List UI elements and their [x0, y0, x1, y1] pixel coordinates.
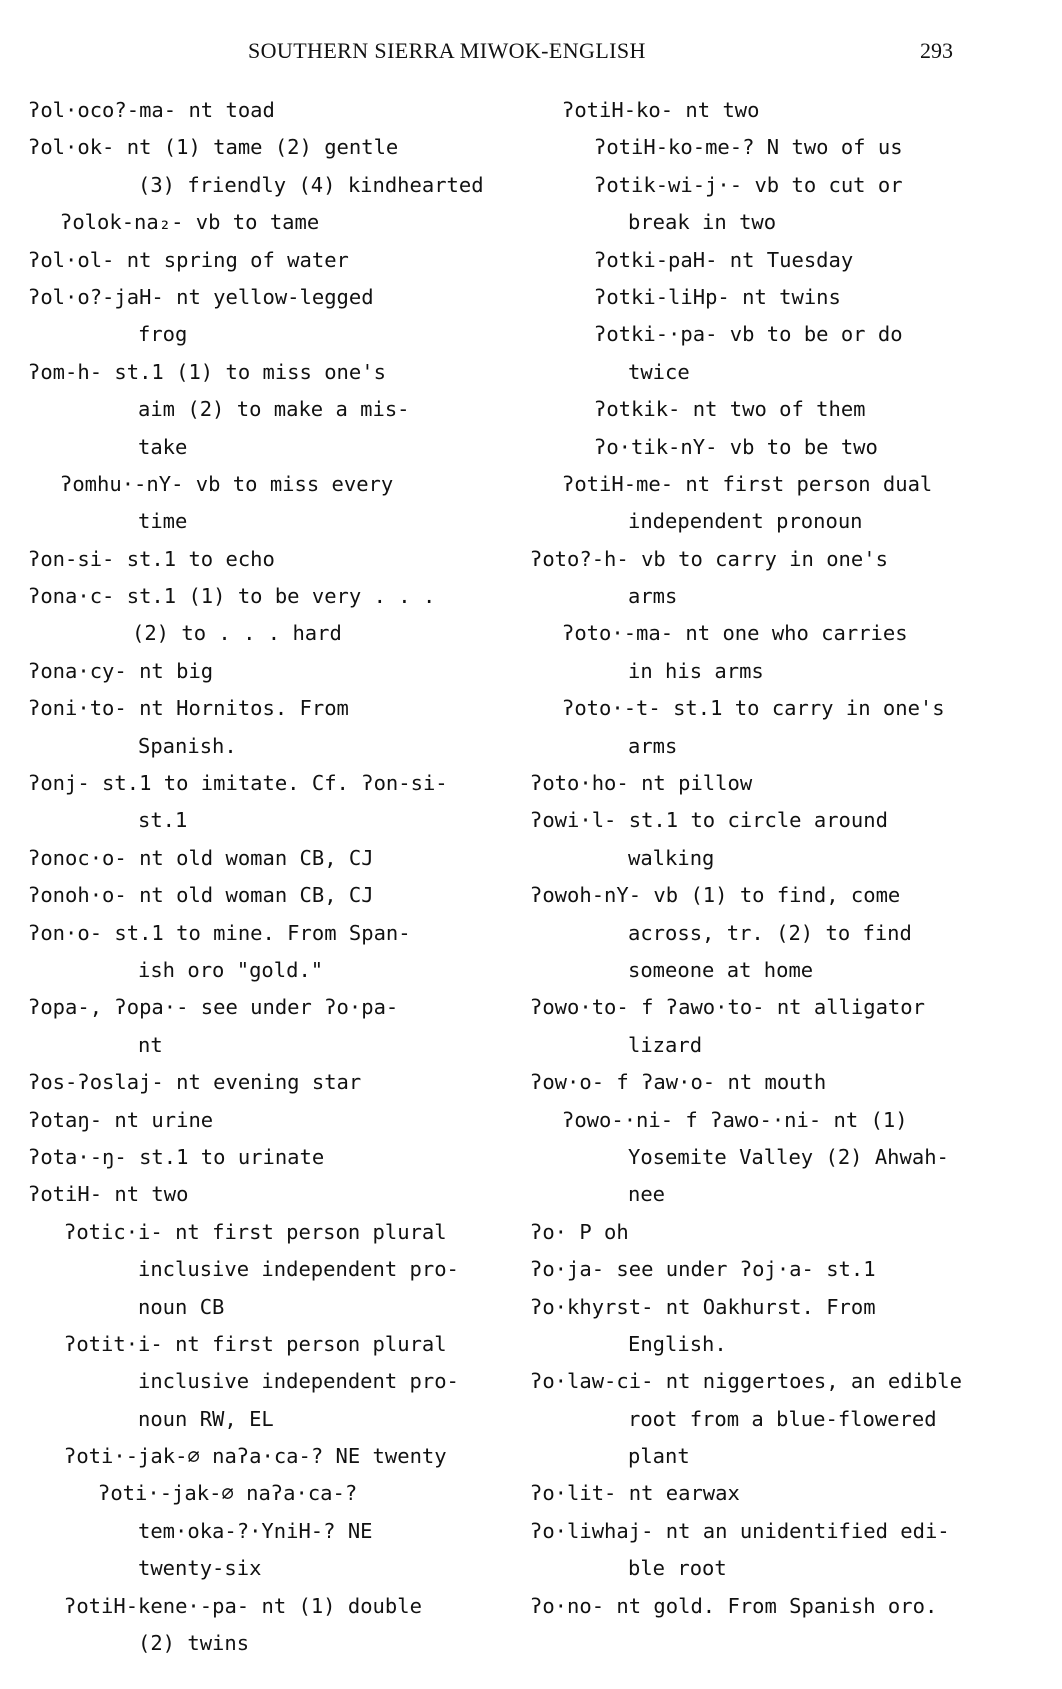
- dictionary-line: ʔo·no- nt gold. From Spanish oro.: [530, 1593, 938, 1618]
- dictionary-line: walking: [628, 845, 715, 870]
- dictionary-line: inclusive independent pro-: [138, 1257, 459, 1282]
- dictionary-line: ʔowi·l- st.1 to circle around: [530, 808, 888, 833]
- dictionary-line: independent pronoun: [628, 509, 863, 534]
- dictionary-line: arms: [628, 584, 678, 609]
- page-header: [0, 38, 1062, 72]
- dictionary-line: ʔotik-wi-j·- vb to cut or: [594, 172, 903, 197]
- dictionary-line: someone at home: [628, 957, 814, 982]
- dictionary-line: ʔotiH-ko- nt two: [562, 98, 760, 122]
- dictionary-line: ʔowo-·ni- f ʔawo-·ni- nt (1): [562, 1107, 908, 1132]
- dictionary-line: ʔol·ok- nt (1) tame (2) gentle: [28, 135, 399, 160]
- dictionary-line: ʔoto·ho- nt pillow: [530, 771, 753, 796]
- dictionary-line: ʔoto·-ma- nt one who carries: [562, 621, 908, 646]
- dictionary-line: nt: [138, 1032, 163, 1057]
- dictionary-line: ish oro "gold.": [138, 957, 324, 982]
- dictionary-line: ʔol·ol- nt spring of water: [28, 247, 349, 272]
- dictionary-line: ʔotki-paH- nt Tuesday: [594, 247, 854, 272]
- left-column: [28, 92, 528, 1662]
- dictionary-line: ʔotiH-kene·-pa- nt (1) double: [64, 1593, 422, 1618]
- dictionary-line: (2) twins: [138, 1631, 250, 1656]
- dictionary-line: plant: [628, 1444, 690, 1469]
- dictionary-line: noun CB: [138, 1294, 225, 1319]
- dictionary-line: ʔotiH-me- nt first person dual: [562, 471, 933, 496]
- dictionary-line: nee: [628, 1182, 666, 1207]
- dictionary-line: ʔonoh·o- nt old woman CB, CJ: [28, 883, 374, 908]
- dictionary-line: twenty-six: [138, 1556, 262, 1581]
- dictionary-line: ʔota·-ŋ- st.1 to urinate: [28, 1144, 325, 1169]
- dictionary-line: ʔos-ʔoslaj- nt evening star: [28, 1070, 362, 1095]
- dictionary-line: ʔotki-·pa- vb to be or do: [594, 322, 903, 347]
- dictionary-line: frog: [138, 322, 188, 347]
- dictionary-line: take: [138, 434, 188, 459]
- dictionary-line: ble root: [628, 1556, 727, 1581]
- dictionary-line: aim (2) to make a mis-: [138, 397, 410, 422]
- dictionary-line: across, tr. (2) to find: [628, 920, 912, 945]
- dictionary-line: ʔol·o?-jaH- nt yellow-legged: [28, 284, 374, 309]
- right-column: [530, 92, 1050, 1625]
- dictionary-line: Spanish.: [138, 733, 237, 758]
- dictionary-line: (3) friendly (4) kindhearted: [138, 172, 484, 197]
- dictionary-line: English.: [628, 1331, 727, 1356]
- dictionary-line: ʔoto?-h- vb to carry in one's: [530, 546, 888, 571]
- dictionary-line: ʔoti·-jak-∅ naʔa·ca-? NE twenty: [64, 1444, 447, 1469]
- dictionary-line: ʔon·o- st.1 to mine. From Span-: [28, 920, 411, 945]
- dictionary-line: ʔowo·to- f ʔawo·to- nt alligator: [530, 995, 925, 1020]
- dictionary-line: in his arms: [628, 658, 764, 683]
- dictionary-line: ʔo·ja- see under ʔoj·a- st.1: [530, 1257, 876, 1282]
- dictionary-line: ʔol·oco?-ma- nt toad: [28, 98, 275, 122]
- dictionary-line: arms: [628, 733, 678, 758]
- dictionary-line: noun RW, EL: [138, 1406, 274, 1431]
- dictionary-line: ʔona·c- st.1 (1) to be very . . .: [28, 584, 436, 609]
- dictionary-line: Yosemite Valley (2) Ahwah-: [628, 1144, 949, 1169]
- dictionary-line: ʔolok-na₂- vb to tame: [60, 210, 320, 235]
- dictionary-line: ʔonoc·o- nt old woman CB, CJ: [28, 845, 374, 870]
- dictionary-line: lizard: [628, 1032, 703, 1057]
- dictionary-line: ʔotki-liHp- nt twins: [594, 284, 841, 309]
- dictionary-line: ʔotit·i- nt first person plural: [64, 1331, 447, 1356]
- dictionary-line: ʔo·tik-nY- vb to be two: [594, 434, 878, 459]
- dictionary-line: ʔona·cy- nt big: [28, 658, 214, 683]
- dictionary-line: ʔotiH-ko-me-? N two of us: [594, 135, 903, 160]
- dictionary-line: twice: [628, 359, 690, 384]
- dictionary-line: ʔow·o- f ʔaw·o- nt mouth: [530, 1070, 827, 1095]
- dictionary-line: ʔo· P oh: [530, 1219, 629, 1244]
- dictionary-line: ʔotaŋ- nt urine: [28, 1107, 214, 1132]
- dictionary-line: break in two: [628, 210, 777, 235]
- dictionary-line: (2) to . . . hard: [132, 621, 342, 646]
- dictionary-line: st.1: [138, 808, 188, 833]
- dictionary-line: root from a blue-flowered: [628, 1406, 937, 1431]
- dictionary-line: ʔo·liwhaj- nt an unidentified edi-: [530, 1518, 950, 1543]
- dictionary-line: ʔowoh-nY- vb (1) to find, come: [530, 883, 901, 908]
- dictionary-line: ʔo·lit- nt earwax: [530, 1481, 740, 1506]
- dictionary-line: ʔomhu·-nY- vb to miss every: [60, 471, 394, 496]
- dictionary-line: ʔotiH- nt two: [28, 1182, 189, 1207]
- dictionary-line: ʔom-h- st.1 (1) to miss one's: [28, 359, 386, 384]
- dictionary-line: ʔoti·-jak-∅ naʔa·ca-?: [98, 1481, 358, 1506]
- dictionary-line: ʔotkik- nt two of them: [594, 397, 866, 422]
- dictionary-line: ʔo·law-ci- nt niggertoes, an edible: [530, 1369, 962, 1394]
- dictionary-line: ʔopa-, ʔopa·- see under ʔo·pa-: [28, 995, 399, 1020]
- dictionary-line: tem·oka-?·YniH-? NE: [138, 1518, 373, 1543]
- running-head: SOUTHERN SIERRA MIWOK-ENGLISH: [248, 38, 646, 63]
- dictionary-line: time: [138, 509, 188, 534]
- dictionary-line: ʔo·khyrst- nt Oakhurst. From: [530, 1294, 876, 1319]
- dictionary-line: ʔotic·i- nt first person plural: [64, 1219, 447, 1244]
- dictionary-line: ʔon-si- st.1 to echo: [28, 546, 275, 571]
- dictionary-line: ʔoni·to- nt Hornitos. From: [28, 696, 349, 721]
- dictionary-line: inclusive independent pro-: [138, 1369, 459, 1394]
- dictionary-line: ʔonj- st.1 to imitate. Cf. ʔon-si-: [28, 771, 448, 796]
- dictionary-line: ʔoto·-t- st.1 to carry in one's: [562, 696, 945, 721]
- page-number: 293: [920, 38, 953, 63]
